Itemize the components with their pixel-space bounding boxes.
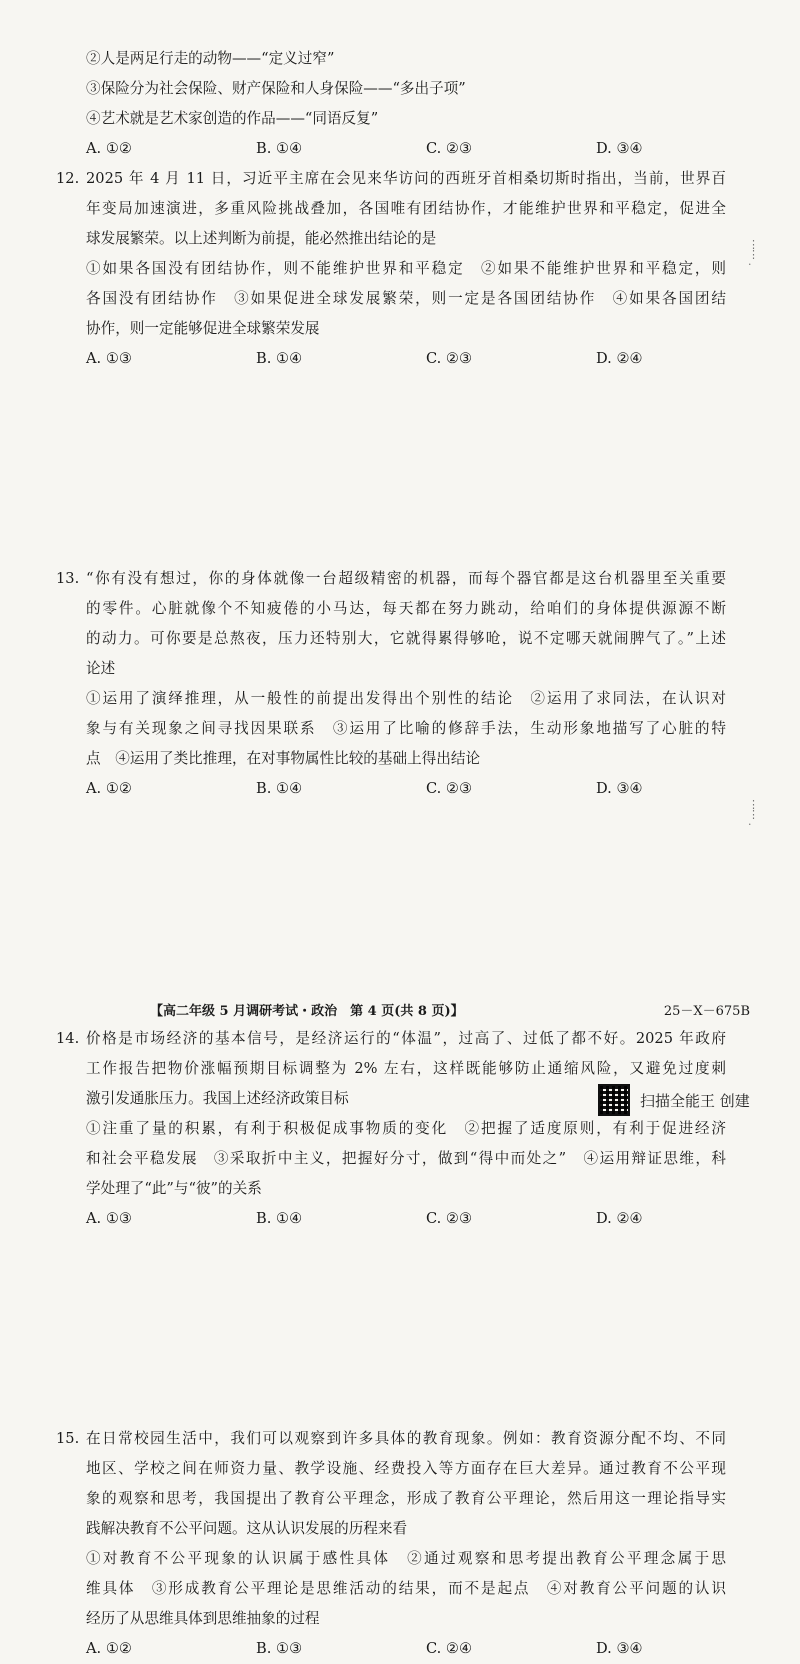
option-b: B. ①④ <box>256 350 303 367</box>
statement-line: ①如果各国没有团结协作，则不能维护世界和平稳定 ②如果不能维护世界和平稳定，则 <box>86 260 726 277</box>
option-a: A. ①② <box>86 780 132 797</box>
question-number: 13. <box>56 570 80 587</box>
question-text-line: 在日常校园生活中，我们可以观察到许多具体的教育现象。例如：教育资源分配不均、不同 <box>86 1430 726 1447</box>
statement-line: 各国没有团结协作 ③如果促进全球发展繁荣，则一定是各国团结协作 ④如果各国团结 <box>86 290 726 307</box>
q11-line: ④艺术就是艺术家创造的作品——“同语反复” <box>86 110 379 127</box>
question-text-line: 的零件。心脏就像个不知疲倦的小马达，每天都在努力跳动，给咱们的身体提供源源不断 <box>86 600 726 617</box>
q11-line: ③保险分为社会保险、财产保险和人身保险——“多出子项” <box>86 80 466 97</box>
statement-line: ①对教育不公平现象的认识属于感性具体 ②通过观察和思考提出教育公平理念属于思 <box>86 1550 726 1567</box>
question-text-line: 球发展繁荣。以上述判断为前提，能必然推出结论的是 <box>86 230 437 247</box>
q14-options <box>86 1204 726 1234</box>
q15-options <box>86 1634 726 1664</box>
q11-continuation <box>86 44 726 164</box>
statement-line: 协作，则一定能够促进全球繁荣发展 <box>86 320 320 337</box>
question-text-line: 论述 <box>86 660 116 677</box>
question-14 <box>56 1024 726 1234</box>
question-text-line: 象的观察和思考，我国提出了教育公平理念，形成了教育公平理论，然后用这一理论指导实 <box>86 1490 726 1507</box>
option-b: B. ①④ <box>256 780 303 797</box>
option-c: C. ②③ <box>426 1210 473 1227</box>
option-d: D. ②④ <box>596 350 643 367</box>
option-c: C. ②③ <box>426 780 473 797</box>
statement-line: 维具体 ③形成教育公平理论是思维活动的结果，而不是起点 ④对教育公平问题的认识 <box>86 1580 726 1597</box>
option-b: B. ①③ <box>256 1640 303 1657</box>
question-12 <box>56 164 726 374</box>
watermark-text: 扫描全能王 创建 <box>640 1091 750 1110</box>
statement-line: ①运用了演绎推理，从一般性的前提出发得出个别性的结论 ②运用了求同法，在认识对 <box>86 690 726 707</box>
option-c: C. ②④ <box>426 1640 473 1657</box>
question-text-line: 地区、学校之间在师资力量、教学设施、经费投入等方面存在巨大差异。通过教育不公平现 <box>86 1460 726 1477</box>
option-c: C. ②③ <box>426 350 473 367</box>
question-13 <box>56 564 726 804</box>
statement-line: 点 ④运用了类比推理，在对事物属性比较的基础上得出结论 <box>86 750 481 767</box>
scanner-watermark <box>598 1084 750 1116</box>
option-a: A. ①② <box>86 1640 132 1657</box>
question-text-line: 2025 年 4 月 11 日，习近平主席在会见来华访问的西班牙首相桑切斯时指出，当前，世界百 <box>86 170 726 187</box>
question-text-line: 价格是市场经济的基本信号，是经济运行的“体温”，过高了、过低了都不好。2025 年政府 <box>86 1030 726 1047</box>
option-b: B. ①④ <box>256 140 303 157</box>
option-b: B. ①④ <box>256 1210 303 1227</box>
question-number: 14. <box>56 1030 80 1047</box>
q13-options <box>86 774 726 804</box>
q11-options <box>86 134 726 164</box>
option-a: A. ①② <box>86 140 132 157</box>
option-c: C. ②③ <box>426 140 473 157</box>
exam-code: 25－X－675B <box>663 1004 750 1019</box>
binding-marks: ⋮ ⋮ · <box>748 238 759 271</box>
option-d: D. ③④ <box>596 1640 643 1657</box>
binding-marks: ⋮ ⋮ · <box>748 798 759 831</box>
statement-line: 学处理了“此”与“彼”的关系 <box>86 1180 262 1197</box>
qr-code-icon <box>598 1084 630 1116</box>
statement-line: ①注重了量的积累，有利于积极促成事物质的变化 ②把握了适度原则，有利于促进经济 <box>86 1120 726 1137</box>
question-text-line: 激引发通胀压力。我国上述经济政策目标 <box>86 1090 349 1107</box>
q12-options <box>86 344 726 374</box>
question-15 <box>56 1424 726 1664</box>
q11-line: ②人是两足行走的动物——“定义过窄” <box>86 50 335 67</box>
question-text-line: 工作报告把物价涨幅预期目标调整为 2% 左右，这样既能够防止通缩风险，又避免过度刺 <box>86 1060 726 1077</box>
question-text-line: 的动力。可你要是总熬夜，压力还特别大，它就得累得够呛，说不定哪天就闹脾气了。”上述 <box>86 630 726 647</box>
question-text-line: “你有没有想过，你的身体就像一台超级精密的机器，而每个器官都是这台机器里至关重要 <box>86 570 726 587</box>
statement-line: 经历了从思维具体到思维抽象的过程 <box>86 1610 320 1627</box>
option-d: D. ③④ <box>596 780 643 797</box>
option-d: D. ③④ <box>596 140 643 157</box>
question-number: 12. <box>56 170 80 187</box>
option-a: A. ①③ <box>86 1210 132 1227</box>
option-a: A. ①③ <box>86 350 132 367</box>
statement-line: 象与有关现象之间寻找因果联系 ③运用了比喻的修辞手法，生动形象地描写了心脏的特 <box>86 720 726 737</box>
question-text-line: 践解决教育不公平问题。这从认识发展的历程来看 <box>86 1520 408 1537</box>
question-text-line: 年变局加速演进，多重风险挑战叠加，各国唯有团结协作，才能维护世界和平稳定，促进全 <box>86 200 726 217</box>
statement-line: 和社会平稳发展 ③采取折中主义，把握好分寸，做到“得中而处之” ④运用辩证思维，科 <box>86 1150 726 1167</box>
footer-title: 【高二年级 5 月调研考试・政治 第 4 页(共 8 页)】 <box>150 1004 464 1019</box>
option-d: D. ②④ <box>596 1210 643 1227</box>
page-footer <box>150 1000 750 1019</box>
question-number: 15. <box>56 1430 80 1447</box>
